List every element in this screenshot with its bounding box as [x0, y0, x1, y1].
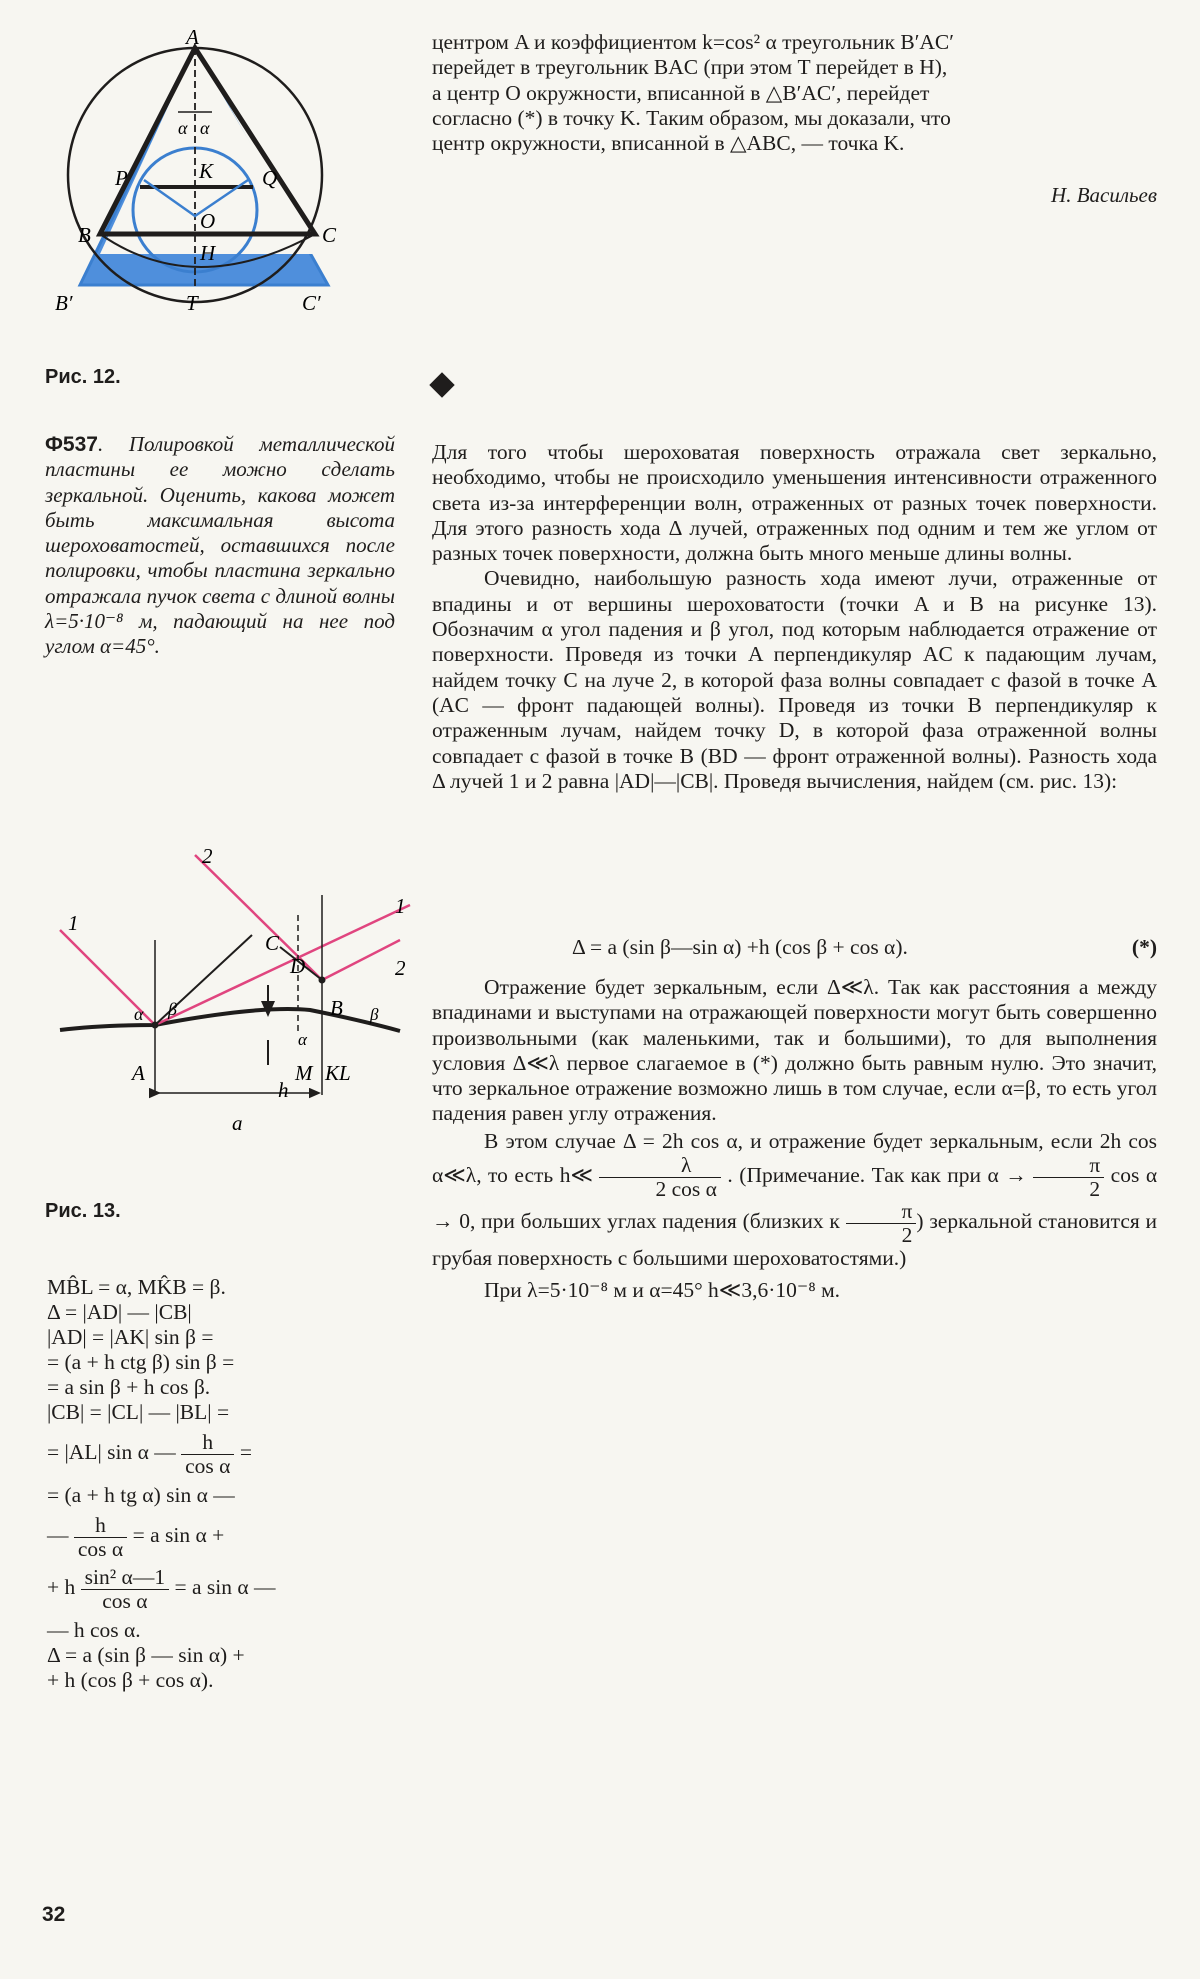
label-alpha-b: α [298, 1030, 307, 1049]
label-alpha: α [134, 1004, 144, 1024]
point-a [152, 1022, 159, 1029]
label-b: B [78, 223, 91, 247]
author: Н. Васильев [1051, 183, 1157, 207]
top-line: согласно (*) в точку K. Таким образом, мы доказали, что [432, 105, 951, 130]
label-beta: β [168, 999, 177, 1019]
top-line: а центр O окружности, вписанной в △B′AC′, перейдет [432, 80, 930, 105]
figure-12 [40, 30, 380, 330]
reflected-ray-2 [322, 940, 400, 980]
label-alpha: α [200, 118, 210, 138]
paragraph: При λ=5·10⁻⁸ м и α=45° h≪3,6·10⁻⁸ м. [484, 1277, 841, 1302]
label-beta-b: β [370, 1005, 379, 1024]
figure-13-caption: Рис. 13. [45, 1200, 121, 1222]
math-line: — h cos α. [47, 1618, 141, 1643]
math-line: = (a + h tg α) sin α — [47, 1483, 235, 1508]
math-line: MB̂L = α, MK̂B = β. [47, 1275, 226, 1299]
derivation [47, 1275, 392, 1693]
problem-code: Ф537 [45, 433, 98, 456]
math-line: = |AL| sin α — $\frac{h}{\text{cos α}}$ = [47, 1430, 252, 1478]
label-q: Q [262, 166, 278, 190]
label-ray-1: 1 [68, 911, 79, 935]
fraction: $\frac{\lambda}{\text{2 cos α}}$ [599, 1154, 720, 1200]
math-line: = a sin β + h cos β. [47, 1375, 211, 1399]
label-o: O [200, 209, 216, 233]
label-ray-1-reflected: 1 [395, 894, 406, 918]
label-b-prime: B′ [55, 291, 73, 315]
top-line: перейдет в треугольник BAC (при этом T перейдет в H), [432, 55, 948, 80]
label-h: h [278, 1078, 289, 1102]
fraction: $\frac{\text{sin² α—1}}{\text{cos α}}$ [81, 1566, 169, 1612]
label-m: M [295, 1061, 313, 1085]
label-d: D [290, 954, 306, 978]
label-a-distance: a [232, 1111, 243, 1135]
problem-statement [45, 432, 395, 660]
math-line: |AD| = |AK| sin β = [47, 1325, 214, 1349]
math-line: = (a + h ctg β) sin β = [47, 1350, 235, 1374]
top-line: центром A и коэффициентом k=cos² α треугольник B′AC′ [432, 30, 954, 54]
label-c: C [265, 931, 280, 955]
point-b [319, 977, 326, 984]
top-line: центр окружности, вписанной в △ABC, — точка K. [432, 131, 905, 156]
label-a: A [186, 30, 199, 49]
formula-text: Δ = a (sin β—sin α) +h (cos β + cos α). [572, 935, 908, 959]
label-p: P [115, 166, 128, 190]
fraction: $\frac{\pi}{2}$ [1033, 1154, 1104, 1200]
section-diamond-icon [429, 372, 454, 397]
paragraph: В этом случае Δ = 2h cos α, и отражение будет зеркальным, если 2h cos α≪λ, то есть h≪ $\frac{\lambda}{\text{2 cos α}}$ . (Примечание. Так как при α → $\frac{\pi}{2}$ cos α → 0, при больших углах падения (близких к $\frac{\pi}{2}$ ) зеркальной становится и грубая поверхность с большими шероховатостями.) [432, 1128, 1158, 1271]
paragraph: Очевидно, наибольшую разность хода имеют лучи, отраженные от впадины и от вершины шероховатости (точки A и B на рисунке 13). Обозначим α угол падения и β угол, под которым наблюдается отражение от поверхности. Проведя из точки A перпендикуляр AC к падающим лучам, найдем точку C на луче 2, в которой фаза волны совпадает с фазой в точке A (AC — фронт падающей волны). Проведя из точки B перпендикуляр к отраженным лучам, найдем точку D, в которой фаза отраженной волны совпадает с фазой в точке B (BD — фронт отраженной волны). Разность хода Δ лучей 1 и 2 равна |AD|—|CB|. Проведя вычисления, найдем (см. рис. 13): [432, 566, 1157, 793]
problem-text: . Полировкой металлической пластины ее можно сделать зеркальной. Оценить, какова может быть максимальная высота шероховатостей, оставшихся после полировки, чтобы пластина зеркально отражала пучок света с длиной волны λ=5·10⁻⁸ м, падающий на нее под углом α=45°. [45, 432, 395, 659]
label-t: T [186, 291, 198, 315]
math-line: Δ = |AD| — |CB| [47, 1300, 192, 1324]
paragraph: Для того чтобы шероховатая поверхность отражала свет зеркально, необходимо, чтобы не происходило уменьшения интенсивности отраженного света из-за интерференции волн, отраженных от разных точек поверхности. Для этого разность хода Δ лучей, отраженных под одним и тем же углом от разных точек поверхности, должна быть много меньше длины волны. [432, 440, 1157, 566]
label-k: K [199, 159, 214, 183]
label-alpha: α [178, 118, 188, 138]
page-number: 32 [42, 1903, 66, 1926]
paragraph: Отражение будет зеркальным, если Δ≪λ. Так как расстояния a между впадинами и выступами на отражающей поверхности могут быть совершенно произвольными (как маленькими, так и большими), то для выполнения условия Δ≪λ первое слагаемое в (*) должно быть равным нулю. Это значит, что зеркальное отражение возможно лишь в том случае, если α=β, то есть угол падения равен углу отражения. [432, 975, 1157, 1126]
fraction: $\frac{\pi}{2}$ [846, 1200, 917, 1246]
figure-12-caption: Рис. 12. [45, 366, 121, 388]
label-h: H [200, 241, 216, 265]
math-line: |CB| = |CL| — |BL| = [47, 1400, 230, 1424]
fraction: $\frac{h}{\text{cos α}}$ [74, 1514, 127, 1560]
label-a-point: A [132, 1061, 145, 1085]
math-line: Δ = a (sin β — sin α) + [47, 1643, 245, 1668]
label-ray-2: 2 [202, 844, 213, 868]
fraction: $\frac{h}{\text{cos α}}$ [181, 1431, 234, 1477]
surface [60, 1009, 400, 1031]
label-kl: KL [325, 1061, 351, 1085]
top-text [432, 30, 1157, 156]
math-line: + h $\frac{\text{sin² α—1}}{\text{cos α}}$ = a sin α — [47, 1565, 276, 1613]
label-b: B [330, 996, 343, 1020]
math-line: — $\frac{h}{\text{cos α}}$ = a sin α + [47, 1513, 225, 1561]
label-ray-2-reflected: 2 [395, 956, 406, 980]
formula-mark: (*) [1131, 935, 1157, 959]
label-c-prime: C′ [302, 291, 321, 315]
solution-text-continued [432, 975, 1157, 1303]
solution-text [432, 440, 1157, 794]
label-c: C [322, 223, 337, 247]
math-line: + h (cos β + cos α). [47, 1668, 214, 1693]
figure-13 [40, 835, 430, 1155]
